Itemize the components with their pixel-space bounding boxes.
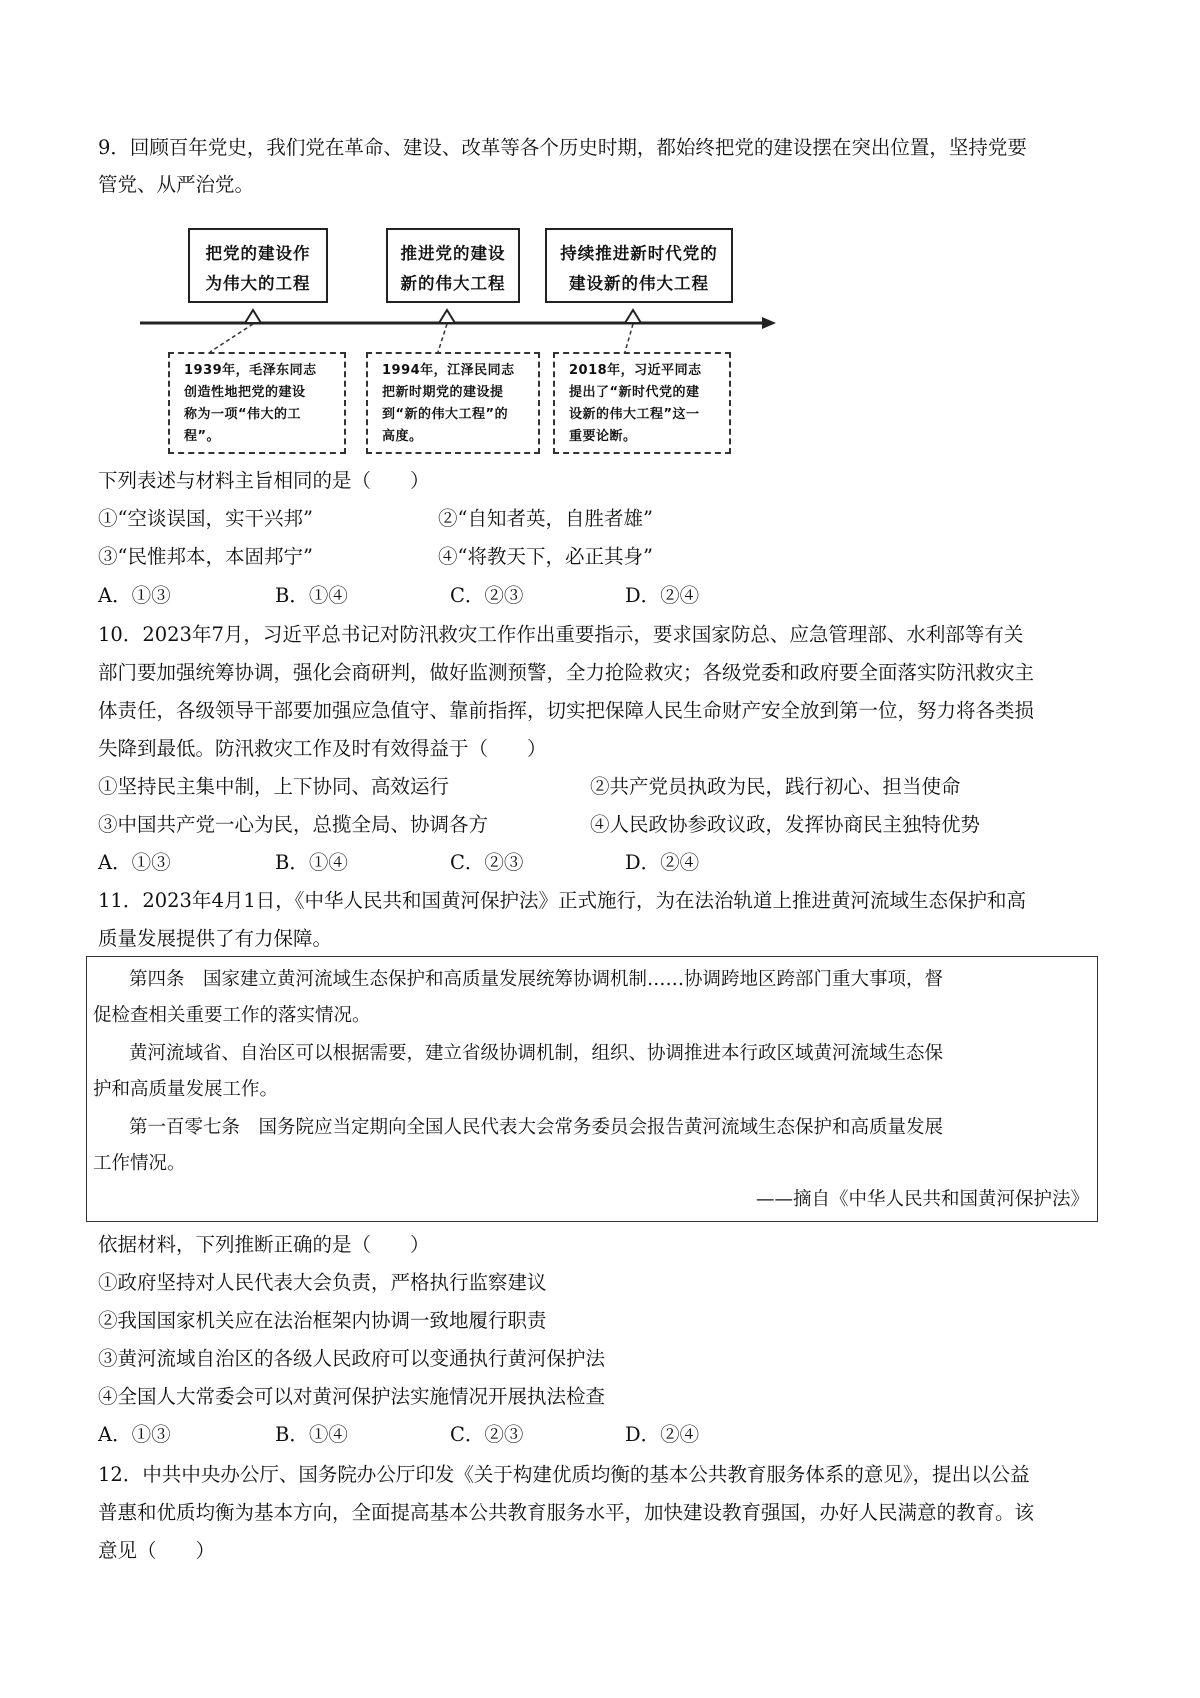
q10-item-4: ④人民政协参政议政，发挥协商民主独特优势 (590, 813, 981, 836)
timeline-note-1 (168, 352, 346, 454)
q9-item-2: ②“自知者英，自胜者雄” (438, 507, 653, 530)
q10-item-1: ①坚持民主集中制，上下协同、高效运行 (98, 775, 450, 798)
q10-stem-line-2: 部门要加强统筹协调，强化会商研判，做好监测预警，全力抢险救灾；各级党委和政府要全面落实防汛救灾主 (98, 661, 1035, 684)
timeline-box-1-line-1: 把党的建设作 (205, 244, 311, 263)
q10-choice-a[interactable]: A．①③ (98, 851, 171, 874)
q11-item-3: ③黄河流域自治区的各级人民政府可以变通执行黄河保护法 (98, 1347, 606, 1370)
q12-stem-line-1: 12．中共中央办公厅、国务院办公厅印发《关于构建优质均衡的基本公共教育服务体系的意见》，提出以公益 (98, 1463, 1030, 1486)
q11-question: 依据材料，下列推断正确的是（ ） (98, 1233, 430, 1256)
law-article-107-line-2: 工作情况。 (93, 1153, 186, 1174)
q11-choice-c[interactable]: C．②③ (450, 1423, 524, 1446)
q11-item-4: ④全国人大常委会可以对黄河保护法实施情况开展执法检查 (98, 1385, 606, 1408)
timeline-note-2-line-1: 1994年，江泽民同志 (382, 363, 515, 378)
timeline-note-1-line-3: 称为一项“伟大的工 (184, 407, 302, 422)
q10-item-2: ②共产党员执政为民，践行初心、担当使命 (590, 775, 961, 798)
timeline-note-3-line-3: 设新的伟大工程”这一 (569, 407, 700, 422)
law-excerpt-box (86, 956, 1098, 1222)
q9-item-4: ④“将教天下，必正其身” (438, 545, 653, 568)
law-article-107-line-1: 第一百零七条 国务院应当定期向全国人民代表大会常务委员会报告黄河流域生态保护和高质量发展 (129, 1117, 944, 1138)
q11-choice-a[interactable]: A．①③ (98, 1423, 171, 1446)
timeline-box-2 (386, 228, 520, 303)
q12-stem-line-2: 普惠和优质均衡为基本方向，全面提高基本公共教育服务水平，加快建设教育强国，办好人民满意的教育。该 (98, 1501, 1035, 1524)
timeline-note-3-line-2: 提出了“新时代党的建 (569, 385, 700, 400)
q11-choice-d[interactable]: D．②④ (625, 1423, 700, 1446)
q9-choice-a[interactable]: A．①③ (98, 584, 171, 607)
law-para-2-line-1: 黄河流域省、自治区可以根据需要，建立省级协调机制，组织、协调推进本行政区域黄河流域生态保 (129, 1043, 944, 1064)
timeline-note-3-line-4: 重要论断。 (569, 429, 637, 444)
timeline-box-2-line-2: 新的伟大工程 (400, 274, 506, 293)
timeline-note-2 (366, 352, 540, 454)
timeline-box-1 (188, 228, 328, 303)
q9-choice-c[interactable]: C．②③ (450, 584, 524, 607)
q10-choice-d[interactable]: D．②④ (625, 851, 700, 874)
q9-stem-line-1: 9．回顾百年党史，我们党在革命、建设、改革等各个历史时期，都始终把党的建设摆在突出位置，坚持党要 (98, 136, 1027, 159)
timeline-note-2-line-2: 把新时期党的建设提 (382, 385, 504, 400)
q11-stem-line-1: 11．2023年4月1日，《中华人民共和国黄河保护法》正式施行，为在法治轨道上推进黄河流域生态保护和高 (98, 889, 1027, 912)
q11-stem-line-2: 质量发展提供了有力保障。 (98, 927, 333, 950)
q9-choice-b[interactable]: B．①④ (275, 584, 348, 607)
q9-stem-line-2: 管党、从严治党。 (98, 173, 255, 196)
timeline-note-2-line-3: 到“新的伟大工程”的 (382, 407, 509, 422)
timeline-box-2-line-1: 推进党的建设 (400, 244, 506, 263)
timeline-box-1-line-2: 为伟大的工程 (205, 274, 311, 293)
q12-stem-line-3: 意见（ ） (98, 1539, 216, 1562)
q9-item-1: ①“空谈误国，实干兴邦” (98, 507, 313, 530)
q10-choice-b[interactable]: B．①④ (275, 851, 348, 874)
timeline-box-3-line-1: 持续推进新时代党的 (560, 244, 718, 263)
q11-item-1: ①政府坚持对人民代表大会负责，严格执行监察建议 (98, 1271, 547, 1294)
law-para-2-line-2: 护和高质量发展工作。 (93, 1079, 279, 1100)
timeline-box-3 (545, 228, 733, 303)
law-article-4-line-1: 第四条 国家建立黄河流域生态保护和高质量发展统筹协调机制……协调跨地区跨部门重大事项，督 (129, 969, 944, 990)
q9-item-3: ③“民惟邦本，本固邦宁” (98, 545, 313, 568)
timeline-note-3-line-1: 2018年，习近平同志 (569, 363, 702, 378)
law-article-4-line-2: 促检查相关重要工作的落实情况。 (93, 1005, 371, 1026)
timeline-note-1-line-4: 程”。 (184, 429, 221, 444)
timeline-note-1-line-2: 创造性地把党的建设 (184, 385, 306, 400)
q9-question: 下列表述与材料主旨相同的是（ ） (98, 469, 430, 492)
q10-stem-line-3: 体责任，各级领导干部要加强应急值守、靠前指挥，切实把保障人民生命财产安全放到第一位，努力将各类损 (98, 699, 1035, 722)
q9-choice-d[interactable]: D．②④ (625, 584, 700, 607)
timeline-note-1-line-1: 1939年，毛泽东同志 (184, 363, 317, 378)
timeline-note-3 (553, 352, 731, 454)
timeline-box-3-line-2: 建设新的伟大工程 (569, 274, 709, 293)
q10-choice-c[interactable]: C．②③ (450, 851, 524, 874)
timeline-note-2-line-4: 高度。 (382, 429, 423, 444)
q11-item-2: ②我国国家机关应在法治框架内协调一致地履行职责 (98, 1309, 547, 1332)
q11-choice-b[interactable]: B．①④ (275, 1423, 348, 1446)
law-source: ——摘自《中华人民共和国黄河保护法》 (755, 1189, 1089, 1210)
q10-stem-line-1: 10．2023年7月，习近平总书记对防汛救灾工作作出重要指示，要求国家防总、应急管理部、水利部等有关 (98, 623, 1024, 646)
q10-stem-line-4: 失降到最低。防汛救灾工作及时有效得益于（ ） (98, 737, 547, 760)
q10-item-3: ③中国共产党一心为民，总揽全局、协调各方 (98, 813, 489, 836)
